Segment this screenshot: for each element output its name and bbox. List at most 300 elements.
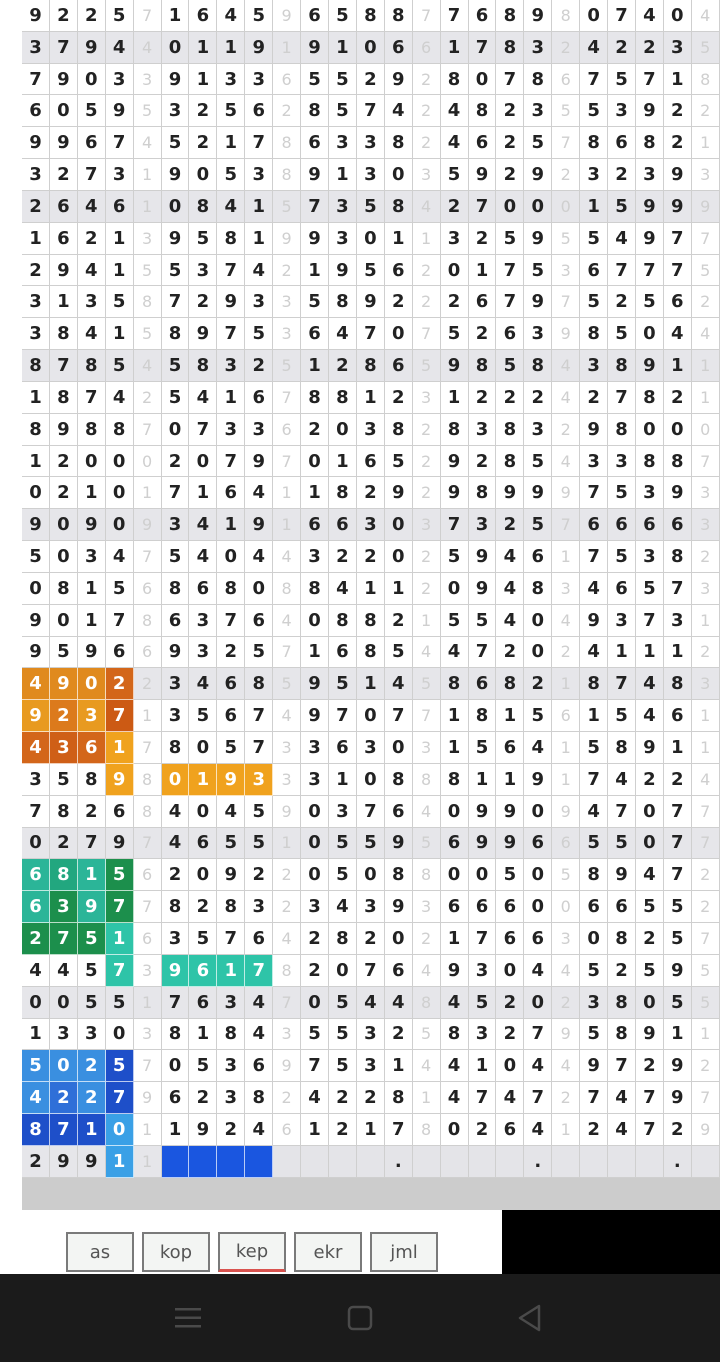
grid-cell[interactable]: 1 xyxy=(552,541,580,573)
grid-cell[interactable]: 3 xyxy=(301,764,329,796)
grid-cell[interactable]: 2 xyxy=(692,891,720,923)
grid-cell[interactable]: 6 xyxy=(469,891,497,923)
grid-cell[interactable]: 8 xyxy=(469,95,497,127)
grid-cell[interactable]: 2 xyxy=(301,923,329,955)
grid-cell[interactable]: 8 xyxy=(608,987,636,1019)
grid-cell[interactable]: 4 xyxy=(245,477,273,509)
grid-cell[interactable]: 9 xyxy=(469,573,497,605)
grid-cell[interactable]: 1 xyxy=(217,955,245,987)
grid-cell[interactable]: 4 xyxy=(496,605,524,637)
grid-cell[interactable]: 0 xyxy=(636,828,664,860)
grid-cell[interactable]: 6 xyxy=(385,255,413,287)
grid-cell[interactable]: 5 xyxy=(524,127,552,159)
grid-cell[interactable]: 3 xyxy=(329,223,357,255)
grid-cell[interactable]: 2 xyxy=(413,414,441,446)
grid-cell[interactable]: 1 xyxy=(134,191,162,223)
grid-cell[interactable]: 9 xyxy=(636,223,664,255)
grid-cell[interactable]: 6 xyxy=(301,0,329,32)
grid-cell[interactable]: 3 xyxy=(22,286,50,318)
grid-cell[interactable]: 2 xyxy=(50,0,78,32)
grid-cell[interactable]: 7 xyxy=(134,0,162,32)
grid-cell[interactable]: 5 xyxy=(78,95,106,127)
grid-cell[interactable]: 9 xyxy=(245,446,273,478)
grid-cell[interactable]: 4 xyxy=(496,541,524,573)
grid-cell[interactable]: 3 xyxy=(524,95,552,127)
grid-cell[interactable]: 8 xyxy=(301,382,329,414)
grid-cell[interactable]: 3 xyxy=(608,605,636,637)
grid-cell[interactable]: 5 xyxy=(636,573,664,605)
grid-cell[interactable]: 2 xyxy=(496,987,524,1019)
grid-cell[interactable]: 1 xyxy=(189,1019,217,1051)
grid-cell[interactable]: 3 xyxy=(22,159,50,191)
grid-cell[interactable]: 7 xyxy=(385,1114,413,1146)
grid-cell[interactable]: 6 xyxy=(496,318,524,350)
grid-cell[interactable]: 1 xyxy=(441,923,469,955)
grid-cell[interactable]: 8 xyxy=(217,1019,245,1051)
grid-cell[interactable]: 8 xyxy=(134,286,162,318)
grid-cell[interactable]: 4 xyxy=(413,637,441,669)
grid-cell[interactable]: 2 xyxy=(273,859,301,891)
grid-cell[interactable]: 1 xyxy=(357,1114,385,1146)
grid-cell[interactable]: 6 xyxy=(413,32,441,64)
grid-cell[interactable]: 8 xyxy=(273,573,301,605)
grid-cell[interactable]: 0 xyxy=(385,923,413,955)
grid-cell[interactable]: 3 xyxy=(217,414,245,446)
grid-cell[interactable]: 5 xyxy=(692,987,720,1019)
grid-cell[interactable]: 7 xyxy=(664,859,692,891)
grid-cell[interactable] xyxy=(469,1146,497,1178)
grid-cell[interactable]: 9 xyxy=(162,955,190,987)
grid-cell[interactable]: 8 xyxy=(385,1082,413,1114)
grid-cell[interactable]: 5 xyxy=(22,541,50,573)
grid-cell[interactable]: 7 xyxy=(162,477,190,509)
grid-cell[interactable]: 1 xyxy=(245,191,273,223)
grid-cell[interactable]: 3 xyxy=(245,891,273,923)
grid-cell[interactable]: 1 xyxy=(162,1114,190,1146)
grid-cell[interactable]: 3 xyxy=(162,95,190,127)
grid-cell[interactable]: 5 xyxy=(189,923,217,955)
grid-cell[interactable]: 6 xyxy=(106,796,134,828)
grid-cell[interactable]: 9 xyxy=(636,732,664,764)
grid-cell[interactable]: 5 xyxy=(189,223,217,255)
grid-cell[interactable]: 8 xyxy=(385,0,413,32)
grid-cell[interactable]: 0 xyxy=(301,859,329,891)
grid-cell[interactable]: 4 xyxy=(134,32,162,64)
grid-cell[interactable]: 0 xyxy=(357,764,385,796)
grid-cell[interactable]: 8 xyxy=(385,859,413,891)
grid-cell[interactable]: 8 xyxy=(441,764,469,796)
grid-cell[interactable]: 6 xyxy=(524,828,552,860)
grid-cell[interactable]: 9 xyxy=(524,159,552,191)
grid-cell[interactable]: 6 xyxy=(22,891,50,923)
grid-cell[interactable]: 7 xyxy=(692,923,720,955)
grid-cell[interactable]: 3 xyxy=(580,446,608,478)
grid-cell[interactable]: 6 xyxy=(385,32,413,64)
grid-cell[interactable]: 0 xyxy=(78,446,106,478)
grid-cell[interactable]: 1 xyxy=(385,223,413,255)
grid-cell[interactable]: 9 xyxy=(524,223,552,255)
grid-cell[interactable]: 4 xyxy=(245,255,273,287)
grid-cell[interactable]: 1 xyxy=(329,764,357,796)
grid-cell[interactable]: 8 xyxy=(357,605,385,637)
grid-cell[interactable]: 2 xyxy=(552,1082,580,1114)
grid-cell[interactable]: 7 xyxy=(580,1082,608,1114)
grid-cell[interactable]: 0 xyxy=(301,796,329,828)
grid-cell[interactable]: 8 xyxy=(413,987,441,1019)
grid-cell[interactable]: 4 xyxy=(580,796,608,828)
grid-cell[interactable]: 3 xyxy=(245,159,273,191)
grid-cell[interactable]: 8 xyxy=(162,732,190,764)
grid-cell[interactable]: 4 xyxy=(441,637,469,669)
grid-cell[interactable]: 4 xyxy=(273,541,301,573)
grid-cell[interactable]: 2 xyxy=(273,1082,301,1114)
grid-cell[interactable]: 0 xyxy=(22,987,50,1019)
grid-cell[interactable]: 0 xyxy=(664,0,692,32)
grid-cell[interactable]: 0 xyxy=(162,764,190,796)
grid-cell[interactable]: 6 xyxy=(441,828,469,860)
grid-cell[interactable]: 4 xyxy=(245,987,273,1019)
grid-cell[interactable]: 3 xyxy=(357,732,385,764)
grid-cell[interactable]: 2 xyxy=(413,127,441,159)
grid-cell[interactable]: 9 xyxy=(301,700,329,732)
grid-cell[interactable]: 5 xyxy=(106,987,134,1019)
grid-cell[interactable]: 7 xyxy=(106,955,134,987)
grid-cell[interactable]: 0 xyxy=(301,605,329,637)
grid-cell[interactable]: 9 xyxy=(580,1050,608,1082)
grid-cell[interactable]: 2 xyxy=(329,541,357,573)
grid-cell[interactable]: 5 xyxy=(496,859,524,891)
grid-cell[interactable]: 9 xyxy=(469,541,497,573)
grid-cell[interactable]: 1 xyxy=(217,509,245,541)
grid-cell[interactable]: 3 xyxy=(245,764,273,796)
grid-cell[interactable]: 2 xyxy=(692,541,720,573)
grid-cell[interactable]: 1 xyxy=(692,382,720,414)
grid-cell[interactable]: 0 xyxy=(50,605,78,637)
grid-cell[interactable]: 9 xyxy=(301,159,329,191)
grid-cell[interactable]: 7 xyxy=(580,541,608,573)
grid-cell[interactable]: 7 xyxy=(469,923,497,955)
grid-cell[interactable]: 2 xyxy=(552,159,580,191)
grid-cell[interactable]: 1 xyxy=(329,32,357,64)
grid-cell[interactable]: 9 xyxy=(301,32,329,64)
grid-cell[interactable]: 0 xyxy=(189,796,217,828)
grid-cell[interactable]: 1 xyxy=(469,255,497,287)
grid-cell[interactable]: 9 xyxy=(78,509,106,541)
grid-cell[interactable]: 5 xyxy=(245,828,273,860)
grid-cell[interactable]: 0 xyxy=(301,987,329,1019)
grid-cell[interactable]: 4 xyxy=(552,1050,580,1082)
grid-cell[interactable]: 6 xyxy=(217,700,245,732)
grid-cell[interactable]: 4 xyxy=(78,318,106,350)
grid-cell[interactable]: 7 xyxy=(692,223,720,255)
grid-cell[interactable]: 7 xyxy=(217,446,245,478)
grid-cell[interactable]: 2 xyxy=(608,32,636,64)
grid-cell[interactable]: 5 xyxy=(441,605,469,637)
grid-cell[interactable]: 4 xyxy=(441,1050,469,1082)
grid-cell[interactable]: 9 xyxy=(441,477,469,509)
grid-cell[interactable]: 9 xyxy=(496,477,524,509)
grid-cell[interactable]: 8 xyxy=(78,414,106,446)
grid-cell[interactable]: 5 xyxy=(245,637,273,669)
grid-cell[interactable]: 3 xyxy=(580,987,608,1019)
grid-cell[interactable]: 5 xyxy=(664,923,692,955)
grid-cell[interactable]: 3 xyxy=(329,127,357,159)
grid-cell[interactable]: 0 xyxy=(441,255,469,287)
grid-cell[interactable]: 0 xyxy=(580,923,608,955)
grid-cell[interactable]: 5 xyxy=(301,1019,329,1051)
grid-cell[interactable]: 6 xyxy=(245,1050,273,1082)
grid-cell[interactable]: 1 xyxy=(552,668,580,700)
grid-cell[interactable]: 9 xyxy=(78,32,106,64)
grid-cell[interactable]: 2 xyxy=(357,923,385,955)
grid-cell[interactable]: 1 xyxy=(664,350,692,382)
grid-cell[interactable]: 9 xyxy=(524,764,552,796)
grid-cell[interactable]: 5 xyxy=(469,732,497,764)
grid-cell[interactable] xyxy=(636,1146,664,1178)
grid-cell[interactable]: 2 xyxy=(78,223,106,255)
grid-cell[interactable]: 0 xyxy=(385,732,413,764)
grid-cell[interactable]: 5 xyxy=(608,541,636,573)
grid-cell[interactable]: 6 xyxy=(664,286,692,318)
grid-cell[interactable]: 6 xyxy=(357,446,385,478)
grid-cell[interactable]: 2 xyxy=(357,541,385,573)
grid-cell[interactable]: 4 xyxy=(552,605,580,637)
grid-cell[interactable]: 3 xyxy=(162,509,190,541)
grid-cell[interactable]: 5 xyxy=(329,64,357,96)
grid-cell[interactable]: 4 xyxy=(245,1019,273,1051)
grid-cell[interactable]: 1 xyxy=(413,223,441,255)
grid-cell[interactable]: 3 xyxy=(357,127,385,159)
grid-cell[interactable]: 7 xyxy=(134,891,162,923)
grid-cell[interactable]: 0 xyxy=(385,509,413,541)
grid-cell[interactable]: 2 xyxy=(189,286,217,318)
grid-cell[interactable]: 1 xyxy=(301,1114,329,1146)
grid-cell[interactable]: 4 xyxy=(664,318,692,350)
grid-cell[interactable]: 3 xyxy=(692,573,720,605)
grid-cell[interactable]: 5 xyxy=(413,828,441,860)
grid-cell[interactable]: 2 xyxy=(692,637,720,669)
grid-cell[interactable]: 7 xyxy=(636,1114,664,1146)
grid-cell[interactable]: 5 xyxy=(329,95,357,127)
grid-cell[interactable]: 8 xyxy=(580,668,608,700)
grid-cell[interactable]: 8 xyxy=(134,605,162,637)
grid-cell[interactable]: 9 xyxy=(22,0,50,32)
grid-cell[interactable]: 4 xyxy=(524,1114,552,1146)
grid-cell[interactable]: 6 xyxy=(245,923,273,955)
grid-cell[interactable]: 0 xyxy=(189,159,217,191)
grid-cell[interactable]: 4 xyxy=(134,350,162,382)
grid-cell[interactable]: 3 xyxy=(413,732,441,764)
grid-cell[interactable]: 7 xyxy=(580,477,608,509)
grid-cell[interactable]: 7 xyxy=(608,0,636,32)
grid-cell[interactable]: 1 xyxy=(50,286,78,318)
grid-cell[interactable]: 2 xyxy=(162,446,190,478)
grid-cell[interactable]: 4 xyxy=(189,668,217,700)
grid-cell[interactable]: 2 xyxy=(273,95,301,127)
grid-cell[interactable]: 7 xyxy=(134,541,162,573)
grid-cell[interactable]: 5 xyxy=(469,605,497,637)
grid-cell[interactable]: 8 xyxy=(357,637,385,669)
grid-cell[interactable]: 3 xyxy=(189,605,217,637)
grid-cell[interactable]: 3 xyxy=(524,414,552,446)
grid-cell[interactable]: 4 xyxy=(608,1114,636,1146)
grid-cell[interactable]: 4 xyxy=(524,1050,552,1082)
grid-cell[interactable]: 8 xyxy=(441,414,469,446)
grid-cell[interactable]: 7 xyxy=(692,446,720,478)
grid-cell[interactable]: 5 xyxy=(134,318,162,350)
grid-cell[interactable]: 7 xyxy=(496,64,524,96)
grid-cell[interactable]: 9 xyxy=(106,764,134,796)
grid-cell[interactable]: 9 xyxy=(552,796,580,828)
grid-cell[interactable]: 9 xyxy=(664,1082,692,1114)
grid-cell[interactable]: 4 xyxy=(413,191,441,223)
grid-cell[interactable]: 2 xyxy=(78,796,106,828)
grid-cell[interactable]: 2 xyxy=(22,255,50,287)
grid-cell[interactable]: 4 xyxy=(692,318,720,350)
grid-cell[interactable]: 5 xyxy=(162,541,190,573)
grid-cell[interactable]: 7 xyxy=(217,923,245,955)
grid-cell[interactable]: 7 xyxy=(245,700,273,732)
grid-cell[interactable]: 6 xyxy=(441,891,469,923)
grid-cell[interactable]: 3 xyxy=(636,159,664,191)
grid-cell[interactable]: 5 xyxy=(692,955,720,987)
grid-cell[interactable]: 7 xyxy=(496,286,524,318)
grid-cell[interactable]: 2 xyxy=(413,255,441,287)
grid-cell[interactable]: 4 xyxy=(692,764,720,796)
grid-cell[interactable]: 9 xyxy=(636,1019,664,1051)
grid-cell[interactable]: 1 xyxy=(664,64,692,96)
grid-cell[interactable]: 8 xyxy=(329,477,357,509)
grid-cell[interactable]: 7 xyxy=(50,923,78,955)
grid-cell[interactable]: 2 xyxy=(385,605,413,637)
grid-cell[interactable]: 8 xyxy=(78,350,106,382)
grid-cell[interactable]: 7 xyxy=(245,732,273,764)
grid-cell[interactable]: 8 xyxy=(469,700,497,732)
grid-cell[interactable]: 6 xyxy=(552,700,580,732)
grid-cell[interactable]: 5 xyxy=(692,32,720,64)
grid-cell[interactable] xyxy=(217,1146,245,1178)
grid-cell[interactable]: 3 xyxy=(469,1019,497,1051)
grid-cell[interactable]: 8 xyxy=(580,318,608,350)
grid-cell[interactable]: 2 xyxy=(413,541,441,573)
grid-cell[interactable]: 9 xyxy=(50,127,78,159)
grid-cell[interactable]: 8 xyxy=(524,64,552,96)
grid-cell[interactable]: 2 xyxy=(608,159,636,191)
grid-cell[interactable]: 5 xyxy=(162,382,190,414)
grid-cell[interactable]: 2 xyxy=(189,95,217,127)
grid-cell[interactable]: 0 xyxy=(469,64,497,96)
grid-cell[interactable]: 5 xyxy=(273,350,301,382)
grid-cell[interactable]: 0 xyxy=(189,859,217,891)
grid-cell[interactable]: 0 xyxy=(50,987,78,1019)
grid-cell[interactable]: 7 xyxy=(106,605,134,637)
grid-cell[interactable]: 7 xyxy=(106,891,134,923)
grid-cell[interactable]: 6 xyxy=(245,95,273,127)
grid-cell[interactable]: 2 xyxy=(552,32,580,64)
grid-cell[interactable]: 2 xyxy=(245,859,273,891)
grid-cell[interactable]: 2 xyxy=(524,668,552,700)
grid-cell[interactable]: 3 xyxy=(273,732,301,764)
grid-cell[interactable]: 6 xyxy=(134,573,162,605)
grid-cell[interactable]: 1 xyxy=(301,350,329,382)
grid-cell[interactable]: 9 xyxy=(22,605,50,637)
grid-cell[interactable]: 9 xyxy=(273,1050,301,1082)
grid-cell[interactable]: 7 xyxy=(357,318,385,350)
grid-cell[interactable]: 6 xyxy=(301,127,329,159)
grid-cell[interactable]: 1 xyxy=(273,828,301,860)
grid-cell[interactable]: 4 xyxy=(22,1082,50,1114)
grid-cell[interactable]: 4 xyxy=(22,955,50,987)
grid-cell[interactable]: 0 xyxy=(357,859,385,891)
grid-cell[interactable]: 5 xyxy=(636,286,664,318)
grid-cell[interactable]: 4 xyxy=(162,828,190,860)
grid-cell[interactable]: 2 xyxy=(385,286,413,318)
grid-cell[interactable]: 8 xyxy=(580,859,608,891)
grid-cell[interactable]: 8 xyxy=(273,159,301,191)
grid-cell[interactable]: 9 xyxy=(552,318,580,350)
grid-cell[interactable]: 7 xyxy=(524,1082,552,1114)
grid-cell[interactable]: 9 xyxy=(496,796,524,828)
grid-cell[interactable]: 9 xyxy=(162,637,190,669)
grid-cell[interactable]: 7 xyxy=(273,446,301,478)
grid-cell[interactable]: 3 xyxy=(636,477,664,509)
grid-cell[interactable]: 6 xyxy=(273,64,301,96)
grid-cell[interactable]: 8 xyxy=(524,573,552,605)
grid-cell[interactable]: 7 xyxy=(636,1082,664,1114)
grid-cell[interactable]: 9 xyxy=(245,509,273,541)
grid-cell[interactable]: 3 xyxy=(217,350,245,382)
grid-cell[interactable]: 4 xyxy=(50,955,78,987)
grid-cell[interactable]: 5 xyxy=(245,796,273,828)
grid-cell[interactable]: 4 xyxy=(636,700,664,732)
grid-cell[interactable]: 9 xyxy=(580,414,608,446)
grid-cell[interactable]: 5 xyxy=(106,1050,134,1082)
grid-cell[interactable]: 5 xyxy=(245,318,273,350)
grid-cell[interactable]: 5 xyxy=(524,446,552,478)
grid-cell[interactable]: 7 xyxy=(22,796,50,828)
grid-cell[interactable]: 0 xyxy=(22,828,50,860)
grid-cell[interactable]: 8 xyxy=(580,127,608,159)
grid-cell[interactable]: 7 xyxy=(469,1082,497,1114)
grid-cell[interactable]: 1 xyxy=(385,1050,413,1082)
grid-cell[interactable]: 2 xyxy=(636,32,664,64)
grid-cell[interactable]: 5 xyxy=(329,1050,357,1082)
grid-cell[interactable]: 9 xyxy=(441,955,469,987)
grid-cell[interactable]: 5 xyxy=(552,223,580,255)
grid-cell[interactable]: 2 xyxy=(22,923,50,955)
grid-cell[interactable]: 4 xyxy=(329,891,357,923)
grid-cell[interactable]: 2 xyxy=(608,955,636,987)
grid-cell[interactable]: 3 xyxy=(413,509,441,541)
grid-cell[interactable]: 7 xyxy=(357,955,385,987)
grid-cell[interactable]: 0 xyxy=(496,955,524,987)
grid-cell[interactable]: 1 xyxy=(134,1146,162,1178)
grid-cell[interactable]: 3 xyxy=(469,509,497,541)
grid-cell[interactable]: 8 xyxy=(217,573,245,605)
grid-cell[interactable]: 9 xyxy=(50,64,78,96)
grid-cell[interactable]: 1 xyxy=(134,987,162,1019)
grid-cell[interactable]: 1 xyxy=(273,32,301,64)
grid-cell[interactable]: 1 xyxy=(329,446,357,478)
grid-cell[interactable]: 1 xyxy=(106,732,134,764)
grid-cell[interactable]: 3 xyxy=(217,1082,245,1114)
grid-cell[interactable]: 1 xyxy=(664,1019,692,1051)
grid-cell[interactable]: 7 xyxy=(22,64,50,96)
grid-cell[interactable]: 1 xyxy=(301,477,329,509)
grid-cell[interactable]: 8 xyxy=(385,127,413,159)
grid-cell[interactable]: 1 xyxy=(441,382,469,414)
grid-cell[interactable]: 5 xyxy=(413,350,441,382)
